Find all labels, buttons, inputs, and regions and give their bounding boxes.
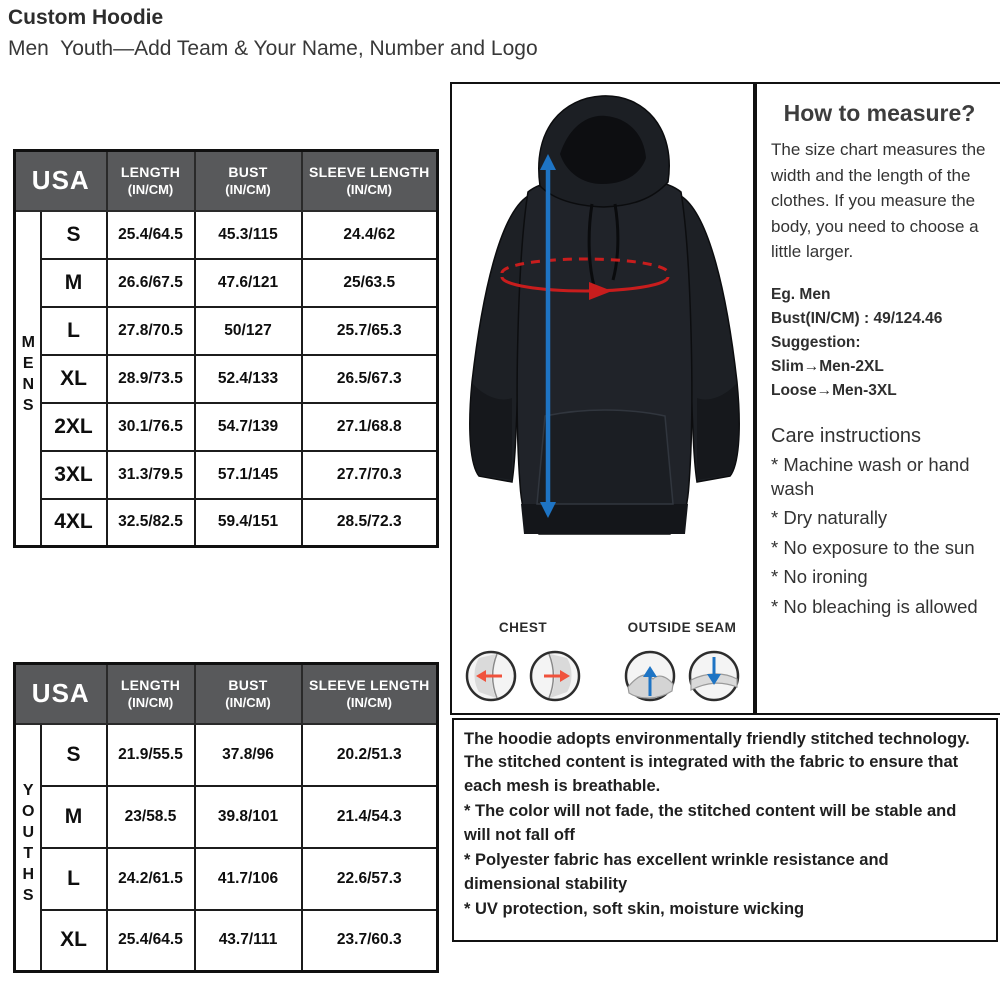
- value-cell: 57.1/145: [195, 451, 302, 499]
- care-instruction-item: * No bleaching is allowed: [771, 595, 978, 617]
- value-cell: 26.5/67.3: [302, 355, 438, 403]
- column-header: USA: [15, 664, 107, 724]
- size-cell: M: [41, 786, 107, 848]
- table-row: [15, 403, 438, 451]
- chest-label: CHEST: [498, 620, 548, 635]
- page-header: [8, 4, 768, 64]
- page-subtitle: Men Youth—Add Team & Your Name, Number and Logo: [8, 37, 538, 61]
- value-cell: 32.5/82.5: [107, 499, 195, 547]
- value-cell: 25.4/64.5: [107, 910, 195, 972]
- sizing-example-line: Loose→Men-3XL: [771, 381, 897, 399]
- column-header: LENGTH (IN/CM): [107, 664, 195, 724]
- column-header: SLEEVE LENGTH (IN/CM): [302, 664, 438, 724]
- value-cell: 25.7/65.3: [302, 307, 438, 355]
- measure-width-left-icon: [464, 649, 518, 703]
- column-header: BUST (IN/CM): [195, 151, 302, 211]
- youths-size-table: [13, 662, 439, 973]
- value-cell: 30.1/76.5: [107, 403, 195, 451]
- mens-size-table: [13, 149, 439, 548]
- measure-width-right-icon: [528, 649, 582, 703]
- care-instruction-item: * Dry naturally: [771, 507, 888, 529]
- table-row: [15, 848, 438, 910]
- value-cell: 27.1/68.8: [302, 403, 438, 451]
- value-cell: 25/63.5: [302, 259, 438, 307]
- value-cell: 24.4/62: [302, 211, 438, 259]
- value-cell: 24.2/61.5: [107, 848, 195, 910]
- care-instructions-list: [771, 453, 988, 619]
- hoodie-pocket: [537, 410, 673, 504]
- size-cell: L: [41, 848, 107, 910]
- youth-size-table-container: [13, 662, 439, 973]
- measure-icons-row: [452, 620, 753, 703]
- outside-seam-icon-group: [623, 620, 741, 703]
- group-label: YOUTHS: [15, 724, 41, 972]
- fabric-feature-line: * Polyester fabric has excellent wrinkle resistance and dimensional stability: [464, 851, 889, 893]
- value-cell: 28.9/73.5: [107, 355, 195, 403]
- value-cell: 20.2/51.3: [302, 724, 438, 786]
- value-cell: 41.7/106: [195, 848, 302, 910]
- value-cell: 25.4/64.5: [107, 211, 195, 259]
- value-cell: 43.7/111: [195, 910, 302, 972]
- fabric-feature-line: * UV protection, soft skin, moisture wicking: [464, 899, 805, 918]
- value-cell: 23.7/60.3: [302, 910, 438, 972]
- care-instructions-heading: Care instructions: [771, 424, 922, 447]
- column-header: SLEEVE LENGTH (IN/CM): [302, 151, 438, 211]
- table-row: [15, 451, 438, 499]
- column-header: USA: [15, 151, 107, 211]
- table-row: [15, 786, 438, 848]
- value-cell: 27.7/70.3: [302, 451, 438, 499]
- size-cell: S: [41, 211, 107, 259]
- fabric-feature-line: The hoodie adopts environmentally friendly stitched technology. The stitched content is integrated with the fabric to ensure that each mesh is breathable.: [464, 730, 970, 795]
- care-instruction-item: * No exposure to the sun: [771, 536, 975, 558]
- how-to-measure-heading: How to measure?: [783, 100, 976, 126]
- table-row: [15, 910, 438, 972]
- fabric-features-box: [452, 718, 998, 942]
- chest-icon-group: [464, 620, 582, 703]
- measure-seam-up-icon: [623, 649, 677, 703]
- table-row: [15, 499, 438, 547]
- value-cell: 26.6/67.5: [107, 259, 195, 307]
- size-cell: XL: [41, 910, 107, 972]
- table-row: [15, 259, 438, 307]
- value-cell: 37.8/96: [195, 724, 302, 786]
- size-cell: 2XL: [41, 403, 107, 451]
- value-cell: 23/58.5: [107, 786, 195, 848]
- value-cell: 21.4/54.3: [302, 786, 438, 848]
- value-cell: 50/127: [195, 307, 302, 355]
- measure-seam-down-icon: [687, 649, 741, 703]
- care-instruction-item: * No ironing: [771, 566, 868, 588]
- size-cell: L: [41, 307, 107, 355]
- how-to-measure-body: The size chart measures the width and the length of the clothes. If you measure the body, you need to choose a little larger.: [771, 140, 986, 261]
- value-cell: 54.7/139: [195, 403, 302, 451]
- size-cell: 3XL: [41, 451, 107, 499]
- hoodie-measure-panel: [450, 82, 755, 715]
- size-cell: S: [41, 724, 107, 786]
- table-row: [15, 211, 438, 259]
- value-cell: 31.3/79.5: [107, 451, 195, 499]
- sizing-example-block: [771, 283, 988, 403]
- column-header: BUST (IN/CM): [195, 664, 302, 724]
- sizing-example-line: Suggestion:: [771, 333, 861, 351]
- value-cell: 21.9/55.5: [107, 724, 195, 786]
- value-cell: 45.3/115: [195, 211, 302, 259]
- mens-size-table-container: [13, 149, 439, 548]
- care-instruction-item: * Machine wash or hand wash: [771, 453, 970, 499]
- value-cell: 28.5/72.3: [302, 499, 438, 547]
- sizing-example-line: Bust(IN/CM) : 49/124.46: [771, 309, 943, 327]
- group-label: MENS: [15, 211, 41, 547]
- sizing-example-line: Slim→Men-2XL: [771, 357, 884, 375]
- value-cell: 52.4/133: [195, 355, 302, 403]
- size-cell: M: [41, 259, 107, 307]
- size-cell: 4XL: [41, 499, 107, 547]
- value-cell: 39.8/101: [195, 786, 302, 848]
- how-to-measure-panel: [755, 82, 1000, 715]
- outside-seam-label: OUTSIDE SEAM: [627, 620, 737, 635]
- value-cell: 22.6/57.3: [302, 848, 438, 910]
- page-title: Custom Hoodie: [8, 6, 164, 29]
- value-cell: 47.6/121: [195, 259, 302, 307]
- value-cell: 27.8/70.5: [107, 307, 195, 355]
- sizing-example-line: Eg. Men: [771, 285, 831, 303]
- table-row: [15, 355, 438, 403]
- table-row: [15, 307, 438, 355]
- value-cell: 59.4/151: [195, 499, 302, 547]
- hoodie-image: [452, 84, 753, 584]
- fabric-feature-line: * The color will not fade, the stitched content will be stable and will not fall off: [464, 802, 957, 844]
- table-row: [15, 724, 438, 786]
- column-header: LENGTH (IN/CM): [107, 151, 195, 211]
- size-cell: XL: [41, 355, 107, 403]
